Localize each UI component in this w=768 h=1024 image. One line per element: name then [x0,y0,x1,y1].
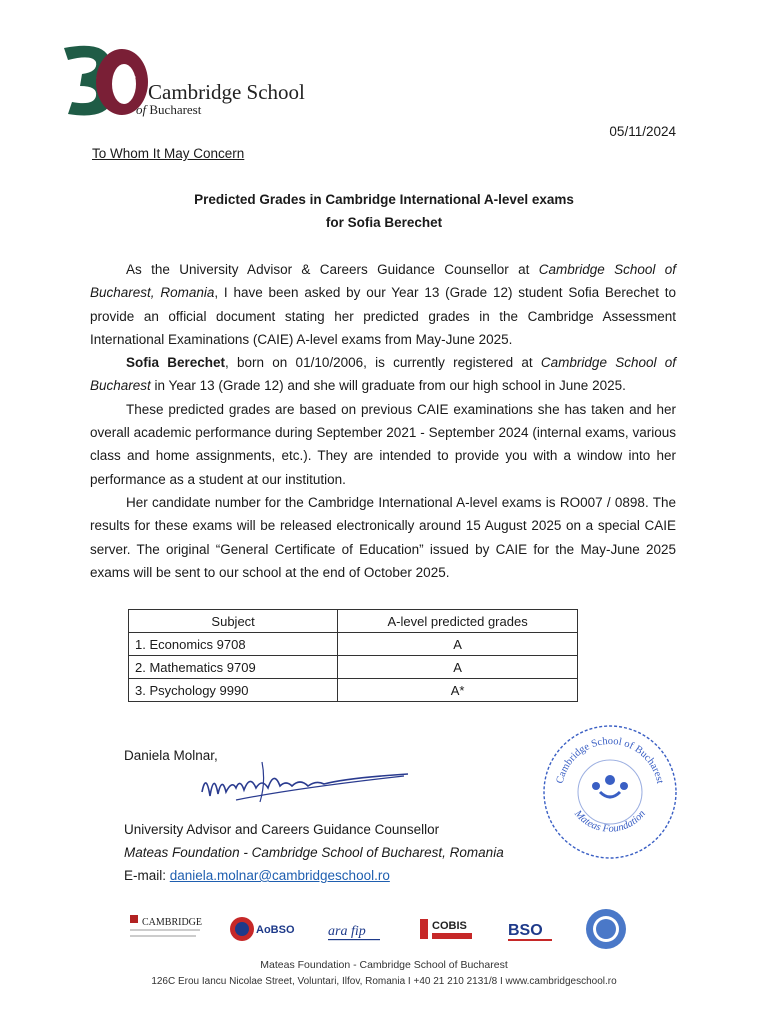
stamp-top-text: Cambridge School of Bucharest [554,735,666,785]
paragraph-3: These predicted grades are based on previous CAIE examinations she has taken and her overall academic performance during September 2021 - September 2024 (internal exams, various class and home assignments, etc.). They are intended to provide you with a window into her performance as a student at our institution. [90,401,676,487]
school-name: Cambridge School [148,80,305,104]
email-line: E-mail: daniela.molnar@cambridgeschool.ro [124,868,390,883]
school-city: of Bucharest [136,102,202,117]
footer-contact: 126C Erou Iancu Nicolae Street, Voluntari, Ilfov, Romania I +40 21 210 2131/8 I www.cambridgeschool.ro [151,976,617,987]
svg-text:BSO: BSO [508,922,543,939]
svg-text:COBIS: COBIS [432,920,467,932]
ib-logo [586,909,626,949]
table-row [129,656,578,679]
table-row [129,679,578,702]
logo-years: Years [116,73,136,83]
salutation: To Whom It May Concern [92,146,245,161]
paragraph-4: Her candidate number for the Cambridge International A-level exams is RO007 / 0898. The results for these exams will be released electronically around 15 August 2025 on a special CAIE server. The original “General Certificate of Education” issued by CAIE for the May-June 2025 exams will be sent to our school at the end of October 2025. [90,494,676,580]
svg-text:Mateas Foundation [571,808,648,835]
bso-logo [508,922,552,941]
svg-text:ara fip: ara fip [328,924,366,939]
column-header-grade: A-level predicted grades [338,610,578,633]
email-link[interactable]: daniela.molnar@cambridgeschool.ro [169,868,390,883]
cobis-logo [420,919,472,939]
cambridge-logo [130,915,202,937]
subject-line-2: for Sofia Berechet [325,215,443,230]
signature-details [124,818,504,887]
letter-date: 05/11/2024 [609,124,676,139]
table-row [129,633,578,656]
signatory-organization: Mateas Foundation - Cambridge School of Bucharest, Romania [124,845,504,860]
column-header-subject: Subject [129,610,338,633]
grade-cell: A [338,656,578,679]
subject-cell: 1. Economics 9708 [129,633,338,656]
table-header-row [129,610,578,633]
subject-line-1: Predicted Grades in Cambridge International A-level exams [194,192,574,207]
svg-text:AoBSO: AoBSO [256,924,295,936]
paragraph-1: As the University Advisor & Careers Guidance Counsellor at Cambridge School of Bucharest, Romania, I have been asked by our Year 13 (Grade 12) student Sofia Berechet to provide an official document stating her predicted grades in the Cambridge Assessment International Examinations (CAIE) A-level exams from May-June 2025. [90,262,676,347]
grade-cell: A [338,633,578,656]
signatory-title: University Advisor and Careers Guidance Counsellor [124,822,440,837]
letter-body [90,258,676,584]
footer-organization: Mateas Foundation - Cambridge School of Bucharest [260,959,508,971]
arafip-logo [328,924,380,940]
svg-text:CAMBRIDGE: CAMBRIDGE [142,917,203,928]
partner-logos [128,905,648,955]
subject-cell: 3. Psychology 9990 [129,679,338,702]
subject-cell: 2. Mathematics 9709 [129,656,338,679]
grade-cell: A* [338,679,578,702]
grades-table [128,609,578,702]
stamp-bottom-text: Mateas Foundation [572,808,648,835]
paragraph-2: Sofia Berechet, born on 01/10/2006, is currently registered at Cambridge School of Bucharest in Year 13 (Grade 12) and she will graduate from our high school in June 2025. [90,355,676,394]
school-stamp [540,722,680,862]
aobso-logo [230,917,295,941]
signatory-name: Daniela Molnar, [124,748,218,763]
handwritten-signature [196,752,416,812]
